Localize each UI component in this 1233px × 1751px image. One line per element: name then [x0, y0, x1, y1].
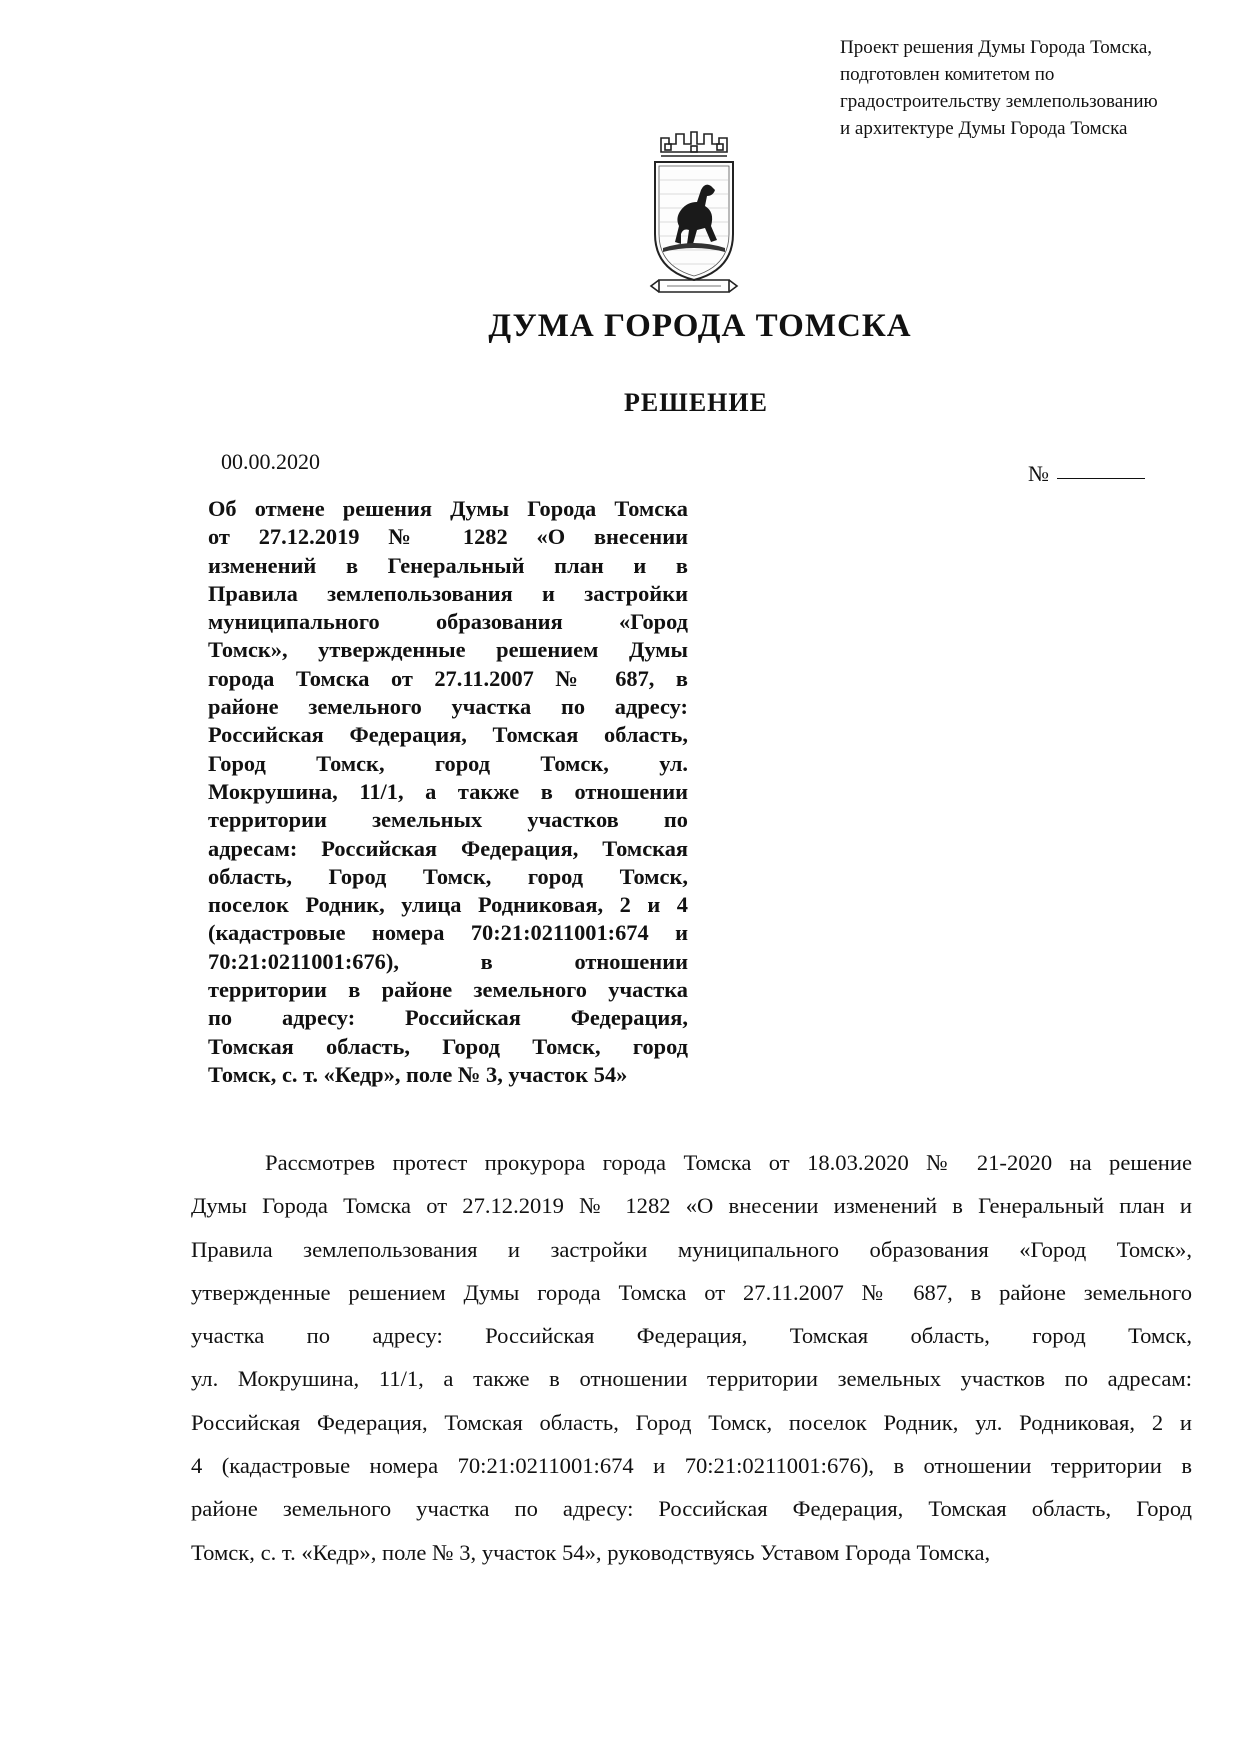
body-line: ул. Мокрушина, 11/1, а также в отношении территории земельных участков по адресам:	[191, 1366, 1192, 1392]
heading-line: территории земельных участков по	[208, 807, 688, 833]
heading-line: 70:21:0211001:676), в отношении	[208, 948, 688, 974]
body-line: Правила землепользования и застройки муниципального образования «Город Томск»,	[191, 1236, 1192, 1262]
heading-line: по адресу: Российская Федерация,	[208, 1005, 688, 1031]
heading-line: Мокрушина, 11/1, а также в отношении	[208, 778, 688, 804]
heading-line: Российская Федерация, Томская область,	[208, 722, 688, 748]
document-type-heading: РЕШЕНИЕ	[624, 388, 768, 417]
body-line: 4 (кадастровые номера 70:21:0211001:674 и 70:21:0211001:676), в отношении территории в	[191, 1453, 1192, 1479]
number-blank-line	[1057, 478, 1145, 479]
body-line: участка по адресу: Российская Федерация, Томская область, город Томск,	[191, 1323, 1192, 1349]
number-label: №	[1028, 461, 1049, 486]
heading-line: (кадастровые номера 70:21:0211001:674 и	[208, 920, 688, 946]
draft-note-line: и архитектуре Думы Города Томска	[840, 118, 1128, 139]
heading-line: территории в районе земельного участка	[208, 977, 688, 1003]
body-line: Томск, с. т. «Кедр», поле № 3, участок 54», руководствуясь Уставом Города Томска,	[191, 1539, 991, 1565]
heading-line: изменений в Генеральный план и в	[208, 552, 688, 578]
draft-note-line: градостроительству землепользованию	[840, 91, 1158, 112]
body-line: утвержденные решением Думы города Томска от 27.11.2007 № 687, в районе земельного	[191, 1279, 1192, 1305]
heading-line: поселок Родник, улица Родниковая, 2 и 4	[208, 892, 688, 918]
heading-line: муниципального образования «Город	[208, 609, 688, 635]
body-line: районе земельного участка по адресу: Российская Федерация, Томская область, Город	[191, 1496, 1192, 1522]
decision-body	[191, 1141, 1192, 1574]
body-line: Российская Федерация, Томская область, Город Томск, поселок Родник, ул. Родниковая, 2 и	[191, 1409, 1192, 1435]
heading-line: Об отмене решения Думы Города Томска	[208, 496, 688, 521]
page-title: ДУМА ГОРОДА ТОМСКА	[488, 308, 912, 344]
heading-line: города Томска от 27.11.2007 № 687, в	[208, 665, 688, 691]
heading-line: адресам: Российская Федерация, Томская	[208, 835, 688, 861]
draft-note	[840, 34, 1220, 142]
heading-line: Город Томск, город Томск, ул.	[208, 750, 688, 776]
heading-line: районе земельного участка по адресу:	[208, 694, 688, 720]
heading-line: Правила землепользования и застройки	[208, 580, 688, 606]
heading-line: Томская область, Город Томск, город	[208, 1033, 688, 1059]
decision-number-field	[1028, 461, 1145, 487]
body-line: Рассмотрев протест прокурора города Томска от 18.03.2020 № 21-2020 на решение	[265, 1150, 1192, 1175]
draft-note-line: подготовлен комитетом по	[840, 64, 1055, 85]
decision-date: 00.00.2020	[221, 449, 320, 474]
heading-line: Томск», утвержденные решением Думы	[208, 637, 688, 663]
heading-line: от 27.12.2019 № 1282 «О внесении	[208, 524, 688, 550]
heading-line: Томск, с. т. «Кедр», поле № 3, участок 54»	[208, 1061, 628, 1087]
draft-note-line: Проект решения Думы Города Томска,	[840, 37, 1153, 58]
body-line: Думы Города Томска от 27.12.2019 № 1282 «О внесении изменений в Генеральный план и	[191, 1193, 1192, 1219]
decision-heading	[208, 495, 688, 1089]
heading-line: область, Город Томск, город Томск,	[208, 863, 688, 889]
coat-of-arms-tomsk-icon	[645, 130, 743, 300]
